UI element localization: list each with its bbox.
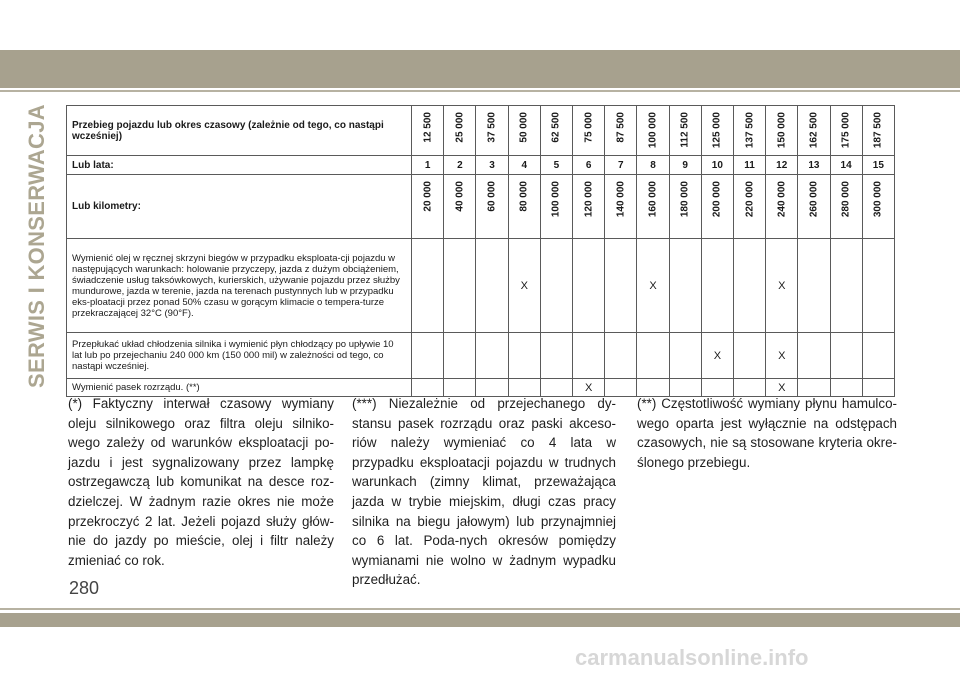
service-mark-cell: [573, 239, 605, 333]
column-header-cell: [508, 175, 540, 239]
column-header-value: 60 000: [486, 181, 498, 212]
column-header-cell: [605, 106, 637, 156]
section-title-text: SERWIS I KONSERWACJA: [24, 104, 49, 388]
column-header-cell: [830, 175, 862, 239]
service-mark-cell: [637, 333, 669, 379]
year-cell: 15: [862, 156, 894, 175]
top-decorative-band: [0, 50, 960, 88]
year-cell: 7: [605, 156, 637, 175]
column-header-cell: [669, 175, 701, 239]
column-header-cell: [733, 175, 765, 239]
column-header-value: 200 000: [711, 181, 723, 218]
service-item-text: Przepłukać układ chłodzenia silnika i wymienić płyn chłodzący po upływie 10 lat lub po przejechaniu 240 000 km (150 000 mil) w zależności od tego, co nastąpi wcześniej.: [67, 333, 412, 379]
service-mark-cell: [733, 239, 765, 333]
service-mark-cell: X: [701, 333, 733, 379]
bottom-decorative-band: [0, 613, 960, 627]
year-cell: 5: [540, 156, 572, 175]
column-header-cell: [669, 106, 701, 156]
column-header-cell: [862, 175, 894, 239]
service-mark-cell: [412, 239, 444, 333]
column-header-value: 162 500: [808, 112, 820, 149]
column-header-cell: [573, 175, 605, 239]
column-header-value: 40 000: [454, 181, 466, 212]
years-row: [67, 156, 895, 175]
year-cell: 4: [508, 156, 540, 175]
column-header-cell: [476, 175, 508, 239]
service-mark-cell: [508, 333, 540, 379]
service-mark-cell: X: [637, 239, 669, 333]
column-header-cell: [766, 106, 798, 156]
service-mark-cell: [701, 239, 733, 333]
column-header-value: 260 000: [808, 181, 820, 218]
service-mark-cell: [669, 239, 701, 333]
top-divider: [0, 90, 960, 92]
column-header-value: 80 000: [518, 181, 530, 212]
service-mark-cell: [444, 239, 476, 333]
column-header-value: 25 000: [454, 112, 466, 143]
column-header-cell: [476, 106, 508, 156]
service-mark-cell: X: [766, 239, 798, 333]
service-mark-cell: X: [573, 379, 605, 397]
column-header-value: 12 500: [422, 112, 434, 143]
column-header-cell: [830, 106, 862, 156]
service-mark-cell: [540, 239, 572, 333]
service-mark-cell: [412, 333, 444, 379]
year-cell: 9: [669, 156, 701, 175]
year-cell: 6: [573, 156, 605, 175]
column-header-cell: [540, 175, 572, 239]
column-header-cell: [701, 175, 733, 239]
column-header-cell: [701, 106, 733, 156]
column-header-value: 20 000: [422, 181, 434, 212]
column-header-cell: [862, 106, 894, 156]
column-header-cell: [605, 175, 637, 239]
year-cell: 13: [798, 156, 830, 175]
column-header-value: 75 000: [583, 112, 595, 143]
watermark: carmanualsonline.info: [575, 645, 809, 670]
service-mark-cell: [798, 239, 830, 333]
year-cell: 14: [830, 156, 862, 175]
service-mark-cell: [605, 333, 637, 379]
note-engine-oil: (*) Faktyczny interwał czasowy wymiany oleju silnikowego oraz filtra oleju silniko-wego zależy od warunków eksploatacji po-jazdu i jest sygnalizowany przez lampkę ostrzegawczą lub komunikat na desce roz-dzielczej. W żadnym razie okres nie może przekroczyć 2 lat. Jeżeli pojazd służy głów-nie do jazdy po mieście, olej i filtr należy zmieniać co rok.: [68, 396, 334, 568]
section-side-title: [12, 96, 62, 396]
year-cell: 10: [701, 156, 733, 175]
service-item-text: Wymienić olej w ręcznej skrzyni biegów w przypadku eksploata-cji pojazdu w następujących warunkach: holowanie przyczepy, jazda z dużym obciążeniem, świadczenie usług taksówkowych, kurierskich, używanie pojazdu przez służby mundurowe, jazda w terenie, jazda na terenach pustynnych lub w przypadku eks-ploatacji przez ponad 50% czasu w gorącym klimacie o tempera-turze przekraczającej 32°C (90°F).: [67, 239, 412, 333]
column-header-value: 62 500: [550, 112, 562, 143]
service-mark-cell: [669, 333, 701, 379]
column-header-value: 120 000: [583, 181, 595, 218]
column-header-value: 280 000: [840, 181, 852, 218]
year-cell: 2: [444, 156, 476, 175]
service-mark-cell: [798, 333, 830, 379]
service-item-text: Wymienić pasek rozrządu. (**): [67, 379, 412, 397]
kilometers-label: Lub kilometry:: [67, 175, 412, 239]
column-header-value: 220 000: [744, 181, 756, 218]
column-header-value: 112 500: [679, 112, 691, 148]
column-header-cell: [798, 175, 830, 239]
column-header-cell: [508, 106, 540, 156]
kilometers-row: [67, 175, 895, 239]
column-header-cell: [444, 175, 476, 239]
column-header-value: 37 500: [486, 112, 498, 143]
column-header-value: 140 000: [615, 181, 627, 218]
column-header-value: 240 000: [776, 181, 788, 218]
service-mark-cell: [540, 333, 572, 379]
column-header-cell: [412, 106, 444, 156]
service-mark-cell: X: [508, 239, 540, 333]
years-label: Lub lata:: [67, 156, 412, 175]
year-cell: 8: [637, 156, 669, 175]
column-header-value: 137 500: [744, 112, 756, 149]
column-header-value: 125 000: [711, 112, 723, 149]
column-header-value: 300 000: [872, 181, 884, 218]
column-header-value: 150 000: [776, 112, 788, 149]
year-cell: 3: [476, 156, 508, 175]
service-mark-cell: [830, 239, 862, 333]
service-mark-cell: [830, 333, 862, 379]
service-mark-cell: [862, 333, 894, 379]
column-header-cell: [637, 175, 669, 239]
column-header-value: 180 000: [679, 181, 691, 218]
column-header-cell: [540, 106, 572, 156]
year-cell: 11: [733, 156, 765, 175]
manual-gearbox-oil-row: [67, 239, 895, 333]
year-cell: 1: [412, 156, 444, 175]
service-mark-cell: [733, 333, 765, 379]
service-mark-cell: [444, 333, 476, 379]
column-header-value: 87 500: [615, 112, 627, 143]
page-number: 280: [69, 578, 100, 598]
maintenance-schedule-table: [66, 105, 895, 397]
service-mark-cell: [862, 239, 894, 333]
column-header-cell: [573, 106, 605, 156]
service-mark-cell: [476, 239, 508, 333]
column-header-cell: [766, 175, 798, 239]
mileage-header-row: [67, 106, 895, 156]
bottom-divider: [0, 608, 960, 610]
column-header-value: 50 000: [518, 112, 530, 143]
service-mark-cell: X: [766, 379, 798, 397]
year-cell: 12: [766, 156, 798, 175]
note-timing-belt: (***) Niezależnie od przejechanego dy-stansu pasek rozrządu oraz paski akceso-riów należy wymieniać co 4 lata w przypadku eksploatacji pojazdu w trudnych warunkach (zimny klimat, przeważająca jazda w trybie miejskim, długi czas pracy silnika na biegu jałowym) lub przynajmniej co 6 lat. Poda-nych okresów pomiędzy wymianami nie wolno w żadnym wypadku przedłużać.: [352, 396, 616, 588]
column-header-value: 160 000: [647, 181, 659, 218]
column-header-value: 100 000: [647, 112, 659, 149]
service-mark-cell: [605, 239, 637, 333]
column-header-value: 175 000: [840, 112, 852, 149]
coolant-flush-row: [67, 333, 895, 379]
column-header-cell: [733, 106, 765, 156]
column-header-cell: [637, 106, 669, 156]
service-mark-cell: [573, 333, 605, 379]
column-header-cell: [412, 175, 444, 239]
note-brake-fluid: (**) Częstotliwość wymiany płynu hamulco-wego oparta jest wyłącznie na odstępach czasowych, nie są stosowane kryteria okre-ślonego przebiegu.: [637, 396, 897, 470]
column-header-cell: [798, 106, 830, 156]
service-mark-cell: X: [766, 333, 798, 379]
mileage-header-label: Przebieg pojazdu lub okres czasowy (zależnie od tego, co nastąpi wcześniej): [67, 106, 412, 156]
column-header-value: 100 000: [550, 181, 562, 218]
column-header-cell: [444, 106, 476, 156]
service-mark-cell: [476, 333, 508, 379]
column-header-value: 187 500: [872, 112, 884, 149]
